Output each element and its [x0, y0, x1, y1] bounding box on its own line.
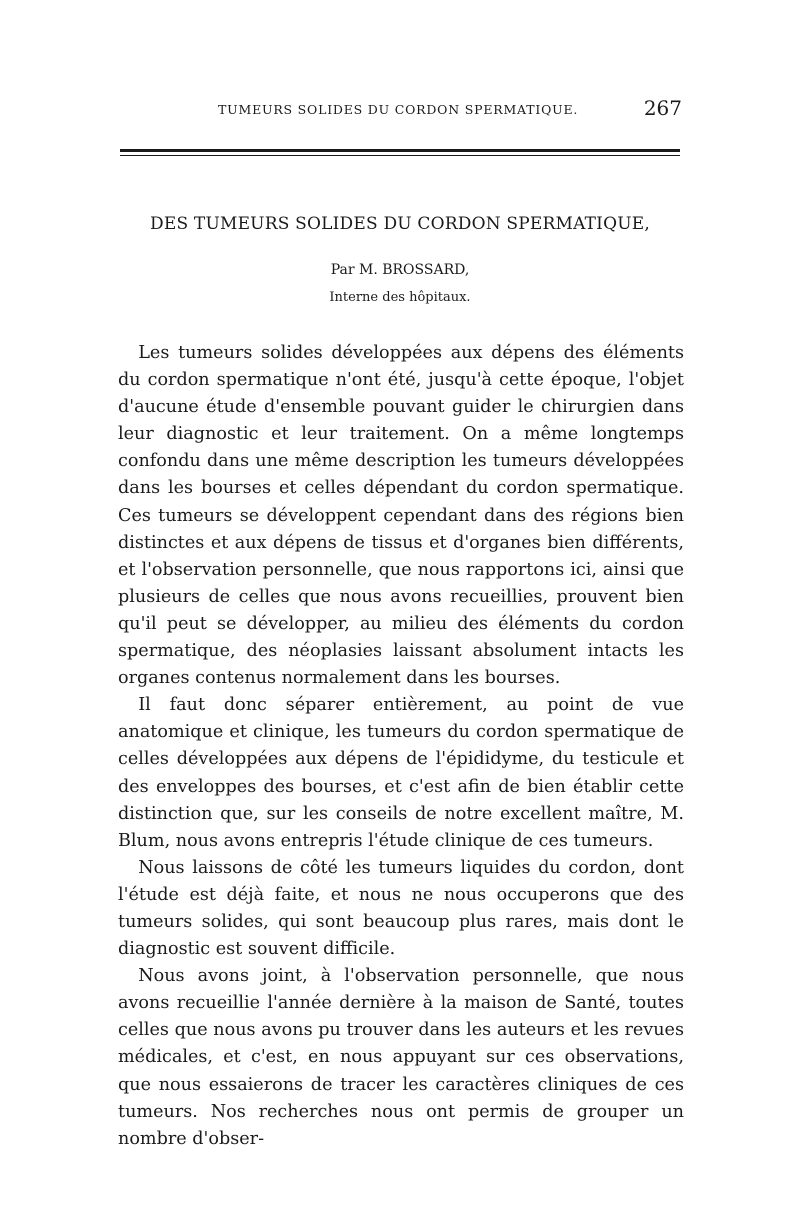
article-body	[118, 340, 684, 1153]
running-head	[120, 96, 682, 122]
author-byline: Par M. BROSSARD,	[330, 262, 470, 278]
paragraph: Nous laissons de côté les tumeurs liquides du cordon, dont l'étude est déjà faite, et nous ne nous occuperons que des tumeurs solides, qui sont beaucoup plus rares, mais dont le diagnostic est souvent difficile.	[118, 857, 684, 960]
page-number: 267	[643, 96, 682, 120]
article-title: DES TUMEURS SOLIDES DU CORDON SPERMATIQUE,	[150, 214, 650, 234]
paragraph: Il faut donc séparer entièrement, au point de vue anatomique et clinique, les tumeurs du cordon spermatique de celles développées aux dépens de l'épididyme, du testicule et des enveloppes des bourses, et c'est afin de bien établir cette distinction que, sur les conseils de notre excellent maître, M. Blum, nous avons entrepris l'étude clinique de ces tumeurs.	[118, 695, 684, 851]
paragraph: Nous avons joint, à l'observation personnelle, que nous avons recueillie l'année dernière à la maison de Santé, toutes celles que nous avons pu trouver dans les auteurs et les revues médicales, et c'est, en nous appuyant sur ces observations, que nous essaierons de tracer les caractères cliniques de ces tumeurs. Nos recherches nous ont permis de grouper un nombre d'obser-	[118, 966, 684, 1149]
header-rule-thin	[120, 155, 680, 156]
header-rule-thick	[120, 149, 680, 152]
author-affiliation: Interne des hôpitaux.	[329, 290, 471, 305]
paragraph: Les tumeurs solides développées aux dépens des éléments du cordon spermatique n'ont été, jusqu'à cette époque, l'objet d'aucune étude d'ensemble pouvant guider le chirurgien dans leur diagnostic et leur traitement. On a même longtemps confondu dans une même description les tumeurs développées dans les bourses et celles dépendant du cordon spermatique. Ces tumeurs se développent cependant dans des régions bien distinctes et aux dépens de tissus et d'organes bien différents, et l'observation personnelle, que nous rapportons ici, ainsi que plusieurs de celles que nous avons recueillies, prouvent bien qu'il peut se développer, au milieu des éléments du cordon spermatique, des néoplasies laissant absolument intacts les organes contenus normalement dans les bourses.	[118, 343, 684, 689]
running-title: TUMEURS SOLIDES DU CORDON SPERMATIQUE.	[218, 102, 579, 117]
